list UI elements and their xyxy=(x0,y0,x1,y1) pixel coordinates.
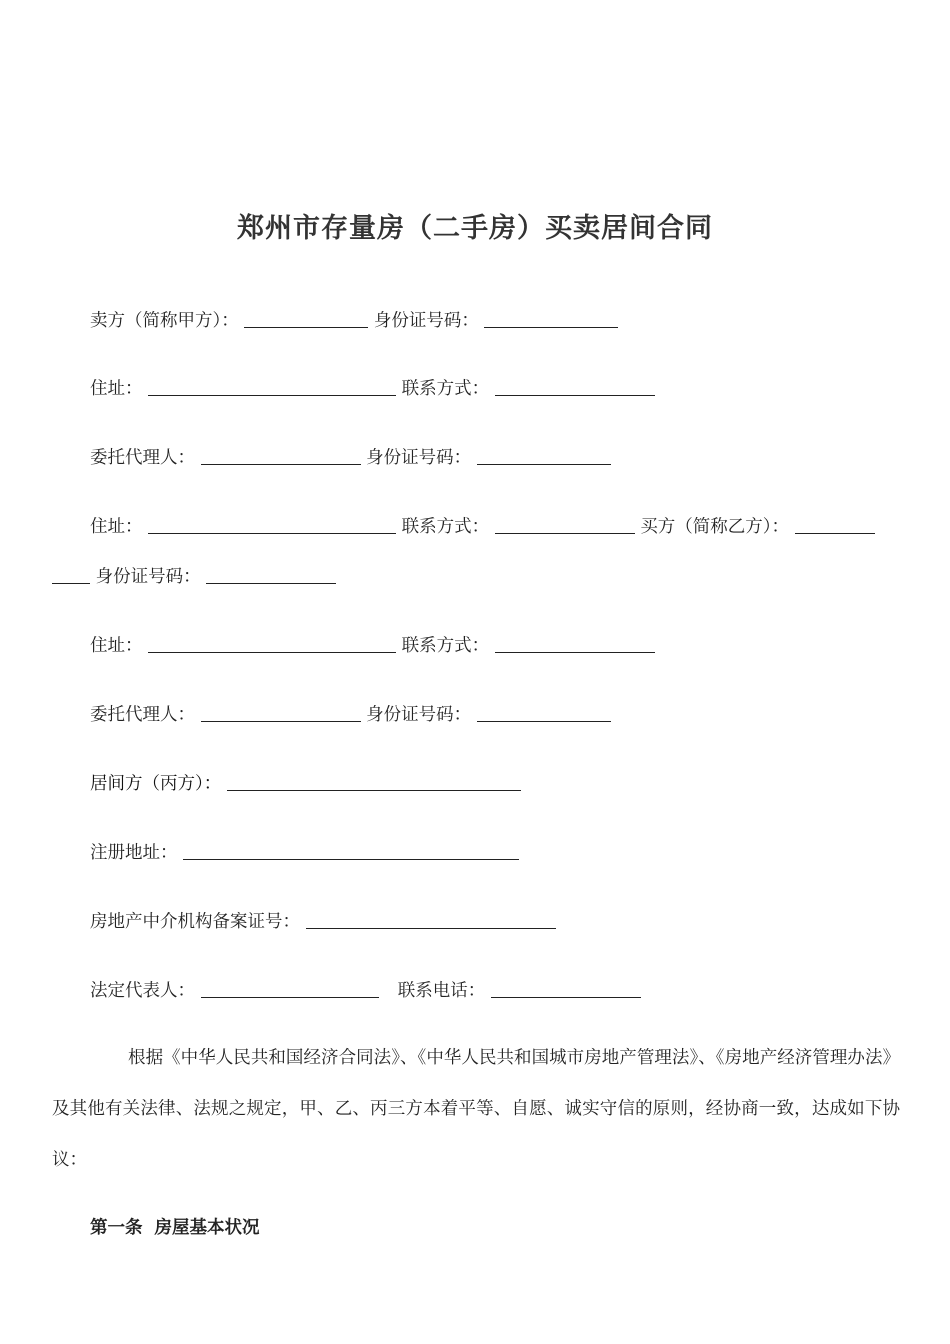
buyer-id-label: 身份证号码： xyxy=(95,567,201,587)
seller-label: 卖方（简称甲方）： xyxy=(90,311,239,331)
buyer-id-blank[interactable] xyxy=(206,564,336,584)
intermediary-phone-label: 联系电话： xyxy=(397,981,486,1001)
seller-agent-label: 委托代理人： xyxy=(90,448,195,468)
seller-contact-blank[interactable] xyxy=(495,376,655,396)
seller-agent-id-blank[interactable] xyxy=(477,445,611,465)
seller-id-label: 身份证号码： xyxy=(373,311,479,331)
seller-line xyxy=(90,308,618,333)
seller-address-blank[interactable] xyxy=(148,376,396,396)
seller-agent-id-label: 身份证号码： xyxy=(366,448,472,468)
buyer-contact-blank[interactable] xyxy=(495,633,655,653)
intermediary-rep-blank[interactable] xyxy=(201,978,379,998)
seller-address-line xyxy=(90,376,655,401)
buyer-contact-label: 联系方式： xyxy=(401,636,490,656)
seller-agent-name-blank[interactable] xyxy=(201,445,361,465)
seller-id-blank[interactable] xyxy=(484,308,618,328)
document-title: 郑州市存量房（二手房）买卖居间合同 xyxy=(237,213,713,244)
buyer-label: 买方（简称乙方）： xyxy=(640,517,790,537)
seller-agent-address-blank[interactable] xyxy=(148,514,396,534)
buyer-name-blank[interactable] xyxy=(795,514,875,534)
seller-agent-address-line xyxy=(90,514,875,539)
buyer-address-blank[interactable] xyxy=(148,633,396,653)
buyer-agent-line xyxy=(90,702,611,727)
intermediary-address-label: 注册地址： xyxy=(90,843,178,863)
intermediary-record-line xyxy=(90,909,556,934)
intermediary-label: 居间方（丙方）： xyxy=(90,774,222,794)
seller-agent-line xyxy=(90,445,611,470)
seller-contact-label: 联系方式： xyxy=(401,379,490,399)
intermediary-address-blank[interactable] xyxy=(183,840,519,860)
buyer-id-line xyxy=(52,564,336,589)
preamble-text: 根据《中华人民共和国经济合同法》、《中华人民共和国城市房地产管理法》、《房地产经济管理办法》及其他有关法律、法规之规定，甲、乙、丙三方本着平等、自愿、诚实守信的原则，经协商一致，达成如下协议： xyxy=(52,1048,900,1170)
intermediary-rep-label: 法定代表人： xyxy=(90,981,195,1001)
intermediary-name-blank[interactable] xyxy=(227,771,521,791)
intermediary-rep-line xyxy=(90,978,641,1003)
intermediary-record-blank[interactable] xyxy=(306,909,556,929)
seller-name-blank[interactable] xyxy=(244,308,368,328)
article-1-number: 第一条 xyxy=(90,1218,143,1238)
buyer-address-label: 住址： xyxy=(90,636,143,656)
intermediary-address-line xyxy=(90,840,519,865)
intermediary-phone-blank[interactable] xyxy=(491,978,641,998)
seller-agent-address-label: 住址： xyxy=(90,517,143,537)
buyer-agent-id-blank[interactable] xyxy=(477,702,611,722)
buyer-agent-id-label: 身份证号码： xyxy=(366,705,472,725)
article-1-heading xyxy=(90,1214,260,1239)
buyer-agent-name-blank[interactable] xyxy=(201,702,361,722)
buyer-agent-label: 委托代理人： xyxy=(90,705,195,725)
seller-address-label: 住址： xyxy=(90,379,143,399)
preamble-paragraph xyxy=(52,1033,900,1186)
intermediary-record-label: 房地产中介机构备案证号： xyxy=(90,912,300,932)
seller-agent-contact-blank[interactable] xyxy=(495,514,635,534)
buyer-address-line xyxy=(90,633,655,658)
seller-agent-contact-label: 联系方式： xyxy=(401,517,490,537)
buyer-name-blank-cont[interactable] xyxy=(52,564,90,584)
intermediary-line xyxy=(90,771,521,796)
article-1-title: 房屋基本状况 xyxy=(154,1218,260,1238)
